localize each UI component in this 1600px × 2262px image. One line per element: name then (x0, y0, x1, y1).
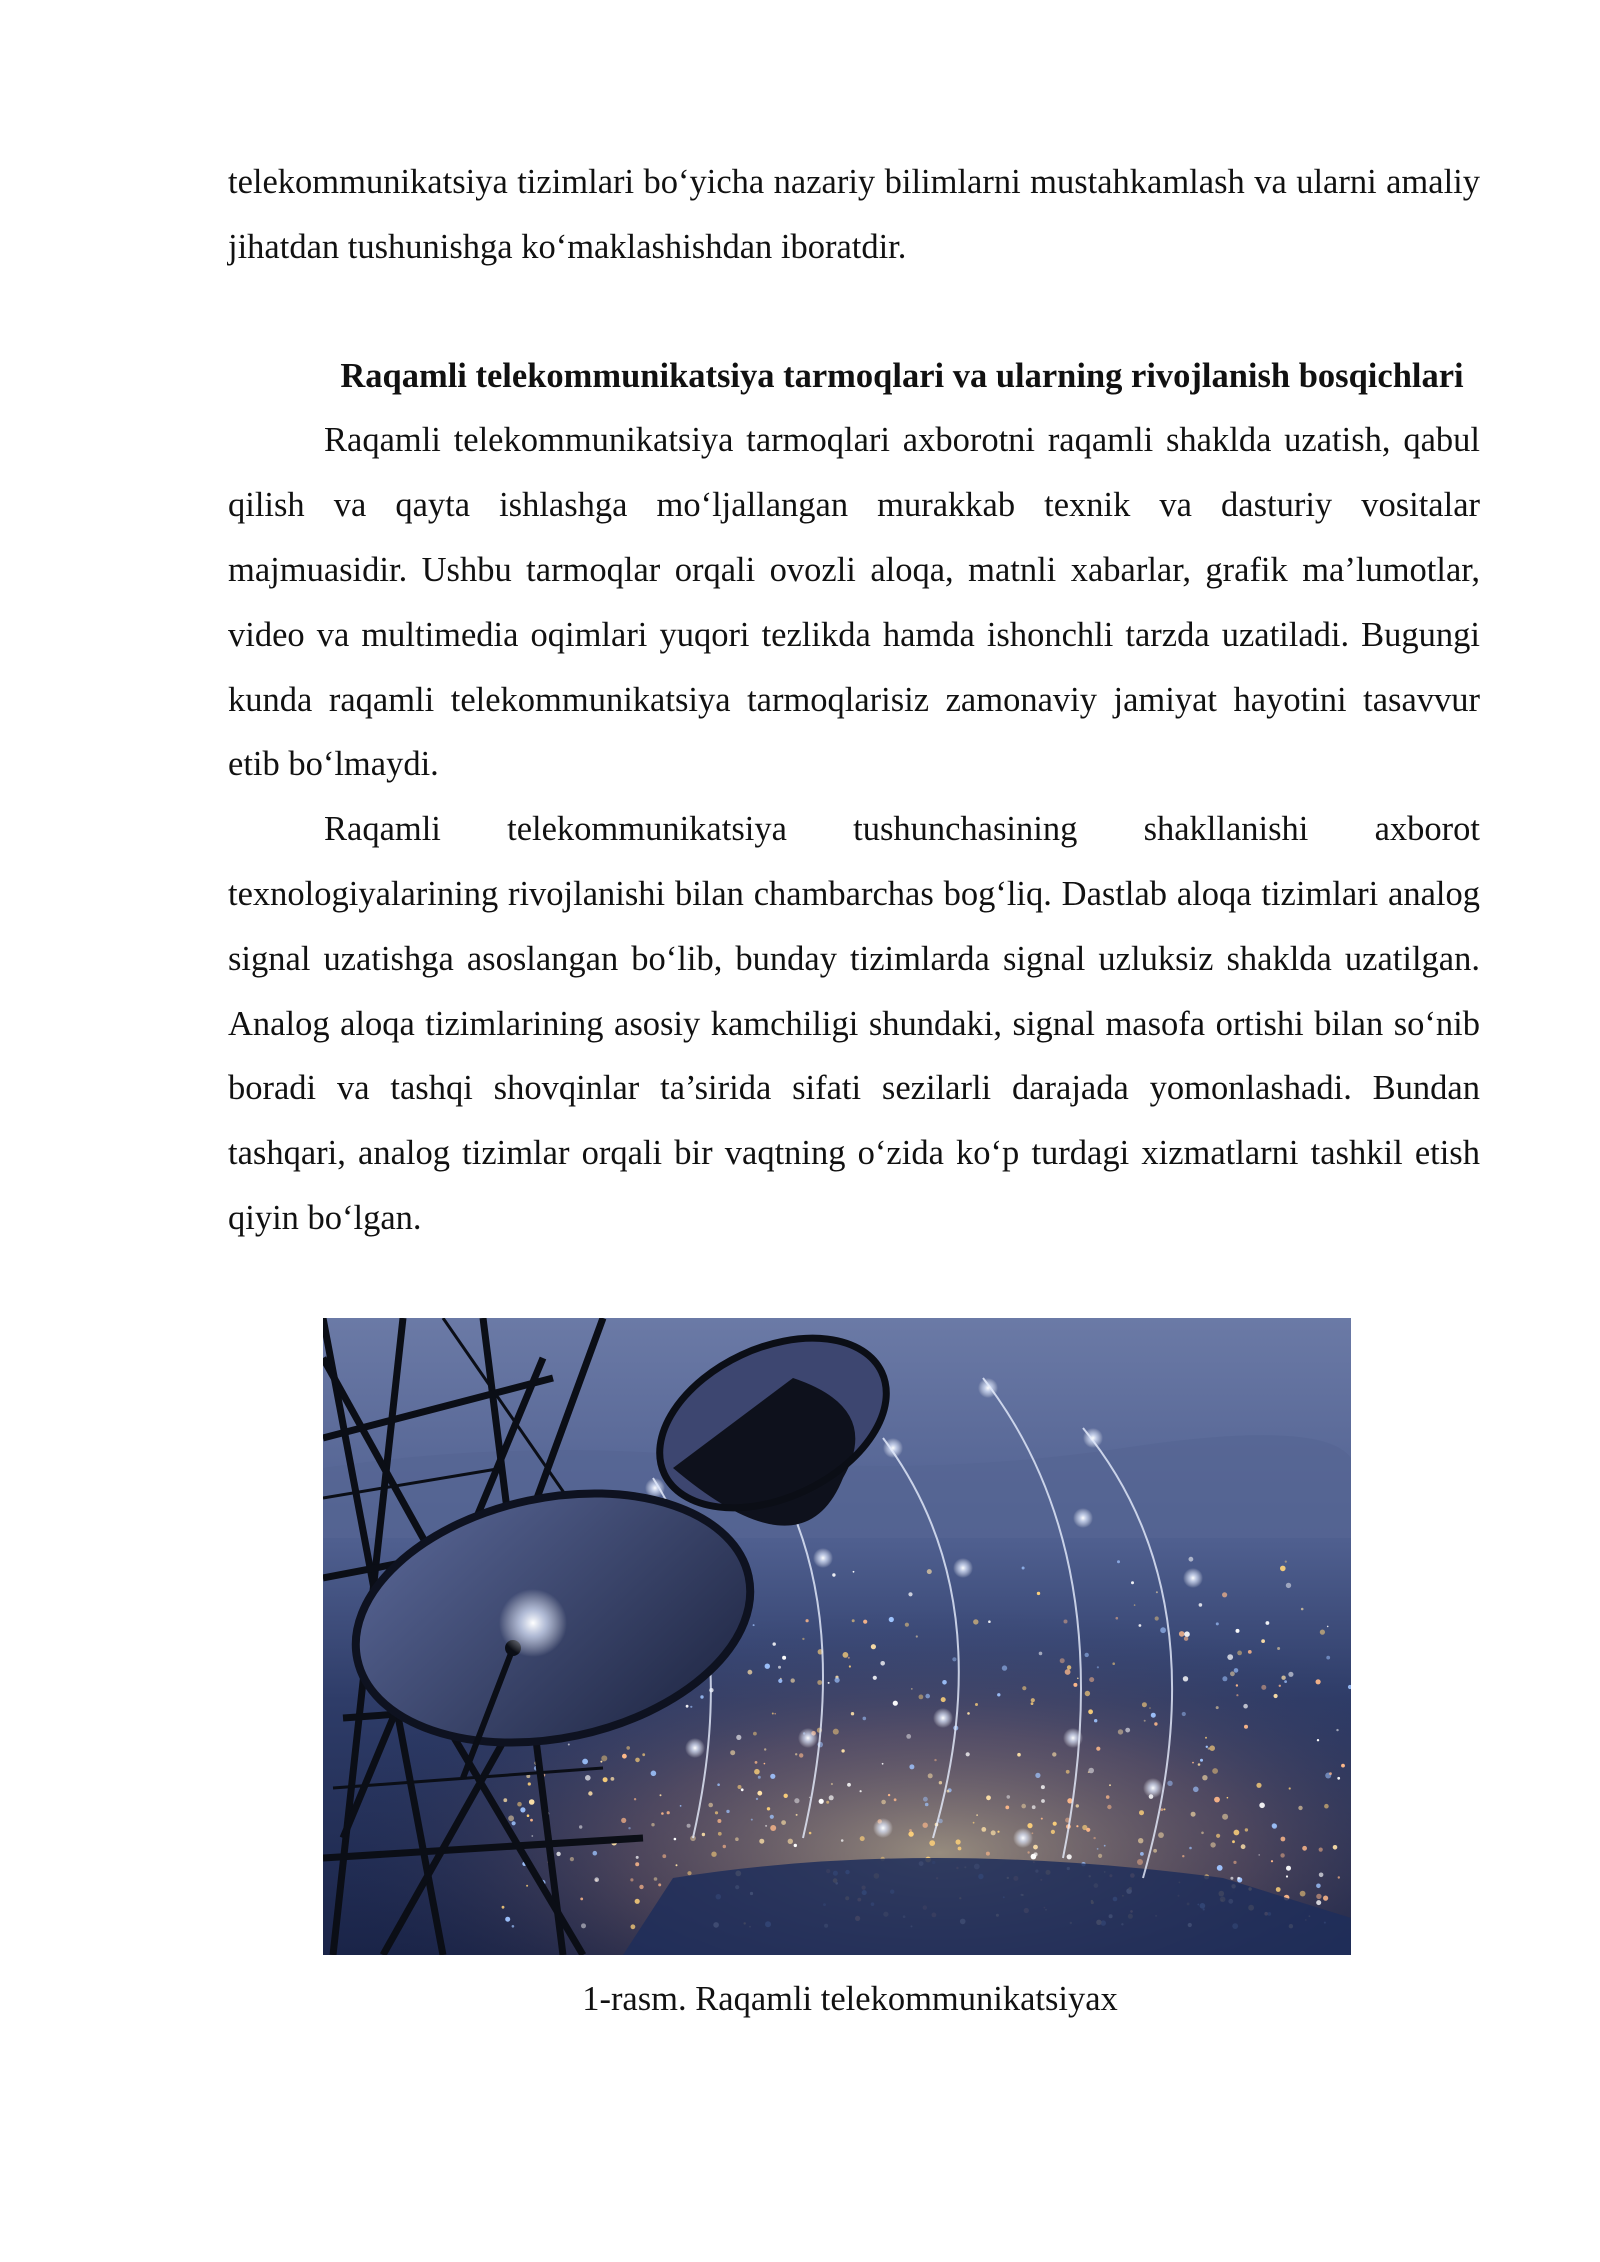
paragraph-2: Raqamli telekommunikatsiya tushunchasining shakllanishi axborot texnologiyalarining rivojlanishi bilan chambarchas bog‘liq. Dastlab aloqa tizimlari analog signal uzatishga asoslangan bo‘lib, bunday tizimlarda signal uzluksiz shaklda uzatilgan. Analog aloqa tizimlarining asosiy kamchiligi shundaki, signal masofa ortishi bilan so‘nib boradi va tashqi shovqinlar ta’sirida sifati sezilarli darajada yomonlashadi. Bundan tashqari, analog tizimlar orqali bir vaqtning o‘zida ko‘p turdagi xizmatlarni tashkil etish qiyin bo‘lgan. (228, 810, 1480, 1237)
paragraph-1: Raqamli telekommunikatsiya tarmoqlari axborotni raqamli shaklda uzatish, qabul qilish va qayta ishlashga mo‘ljallangan murakkab texnik va dasturiy vositalar majmuasidir. Ushbu tarmoqlar orqali ovozli aloqa, matnli xabarlar, grafik ma’lumotlar, video va multimedia oqimlari yuqori tezlikda hamda ishonchli tarzda uzatiladi. Bugungi kunda raqamli telekommunikatsiya tarmoqlarisiz zamonaviy jamiyat hayotini tasavvur etib bo‘lmaydi. (228, 421, 1480, 784)
intro-paragraph: telekommunikatsiya tizimlari bo‘yicha nazariy bilimlarni mustahkamlash va ularni amaliy jihatdan tushunishga ko‘maklashishdan iboratdir. (228, 163, 1480, 266)
document-body (228, 150, 1480, 1251)
section-heading: Raqamli telekommunikatsiya tarmoqlari va ularning rivojlanish bosqichlari (340, 356, 1464, 395)
figure-caption: 1-rasm. Raqamli telekommunikatsiyax (582, 1980, 1118, 2018)
figure-telecom-image (323, 1318, 1351, 1955)
telecom-tower-city-illustration (323, 1318, 1351, 1955)
section-gap (228, 280, 1480, 344)
